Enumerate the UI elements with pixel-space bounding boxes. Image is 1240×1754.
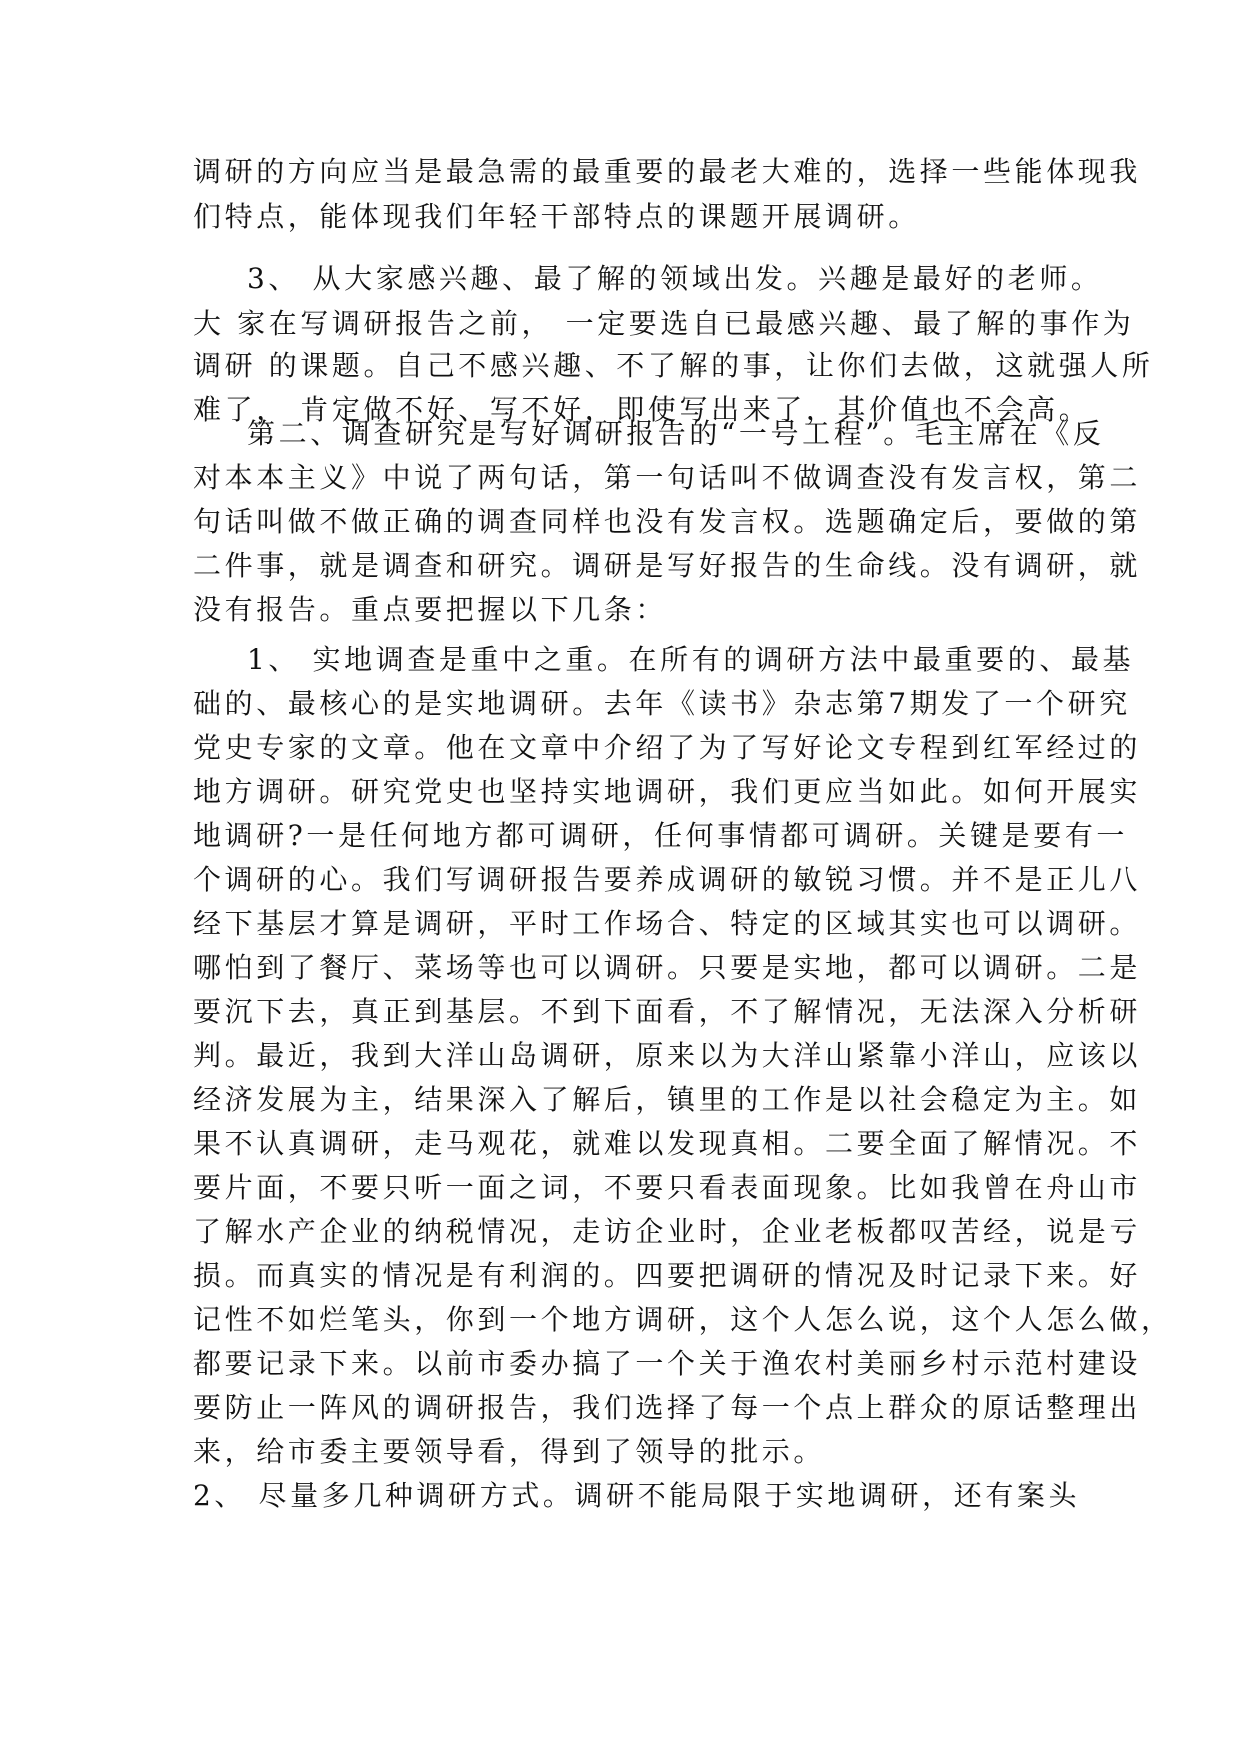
text-line: 损。而真实的情况是有利润的。四要把调研的情况及时记录下来。好 [193,1259,1142,1292]
text-line: 要沉下去，真正到基层。不到下面看，不了解情况，无法深入分析研 [193,995,1142,1028]
text-line: 经济发展为主，结果深入了解后，镇里的工作是以社会稳定为主。如 [193,1083,1142,1116]
text-line: 哪怕到了餐厅、菜场等也可以调研。只要是实地，都可以调研。二是 [193,951,1142,984]
text-line: 判。最近，我到大洋山岛调研，原来以为大洋山紧靠小洋山，应该以 [193,1039,1142,1072]
text-line: 记性不如烂笔头，你到一个地方调研，这个人怎么说，这个人怎么做， [193,1303,1173,1336]
text-line: 调研 的课题。自己不感兴趣、不了解的事，让你们去做，这就强人所 [193,349,1154,382]
text-line: 大 家在写调研报告之前， 一定要选自已最感兴趣、最了解的事作为 [193,307,1135,340]
text-line: 要片面，不要只听一面之词，不要只看表面现象。比如我曾在舟山市 [193,1171,1142,1204]
text-line: 没有报告。重点要把握以下几条： [193,593,668,626]
text-line: 1、 实地调查是重中之重。在所有的调研方法中最重要的、最基 [247,643,1135,676]
text-line: 们特点，能体现我们年轻干部特点的课题开展调研。 [193,200,920,233]
text-line: 3、 从大家感兴趣、最了解的领域出发。兴趣是最好的老师。 [247,262,1103,295]
text-line: 地调研?一是任何地方都可调研，任何事情都可调研。关键是要有一 [193,819,1129,852]
text-line: 了解水产企业的纳税情况，走访企业时，企业老板都叹苦经，说是亏 [193,1215,1142,1248]
text-line: 果不认真调研，走马观花，就难以发现真相。二要全面了解情况。不 [193,1127,1142,1160]
text-line: 础的、最核心的是实地调研。去年《读书》杂志第7期发了一个研究 [193,687,1131,720]
text-line: 党史专家的文章。他在文章中介绍了为了写好论文专程到红军经过的 [193,731,1142,764]
text-line: 都要记录下来。以前市委办搞了一个关于渔农村美丽乡村示范村建设 [193,1347,1142,1380]
text-line: 调研的方向应当是最急需的最重要的最老大难的，选择一些能体现我 [193,155,1142,188]
text-line: 对本本主义》中说了两句话，第一句话叫不做调查没有发言权，第二 [193,461,1142,494]
text-line: 来，给市委主要领导看，得到了领导的批示。 [193,1435,826,1468]
text-line: 要防止一阵风的调研报告，我们选择了每一个点上群众的原话整理出 [193,1391,1142,1424]
text-line: 个调研的心。我们写调研报告要养成调研的敏锐习惯。并不是正儿八 [193,863,1142,896]
text-line: 第二、调查研究是写好调研报告的“一号工程”。毛主席在《反 [247,417,1105,450]
text-line: 地方调研。研究党史也坚持实地调研，我们更应当如此。如何开展实 [193,775,1142,808]
text-line: 2、 尽量多几种调研方式。调研不能局限于实地调研，还有案头 [193,1479,1081,1512]
text-line: 句话叫做不做正确的调查同样也没有发言权。选题确定后，要做的第 [193,505,1142,538]
text-line: 难了， 肯定做不好、写不好，即使写出来了，其价值也不会高。 [193,393,1091,426]
text-line: 二件事，就是调查和研究。调研是写好报告的生命线。没有调研，就 [193,549,1142,582]
text-line: 经下基层才算是调研，平时工作场合、特定的区域其实也可以调研。 [193,907,1142,940]
